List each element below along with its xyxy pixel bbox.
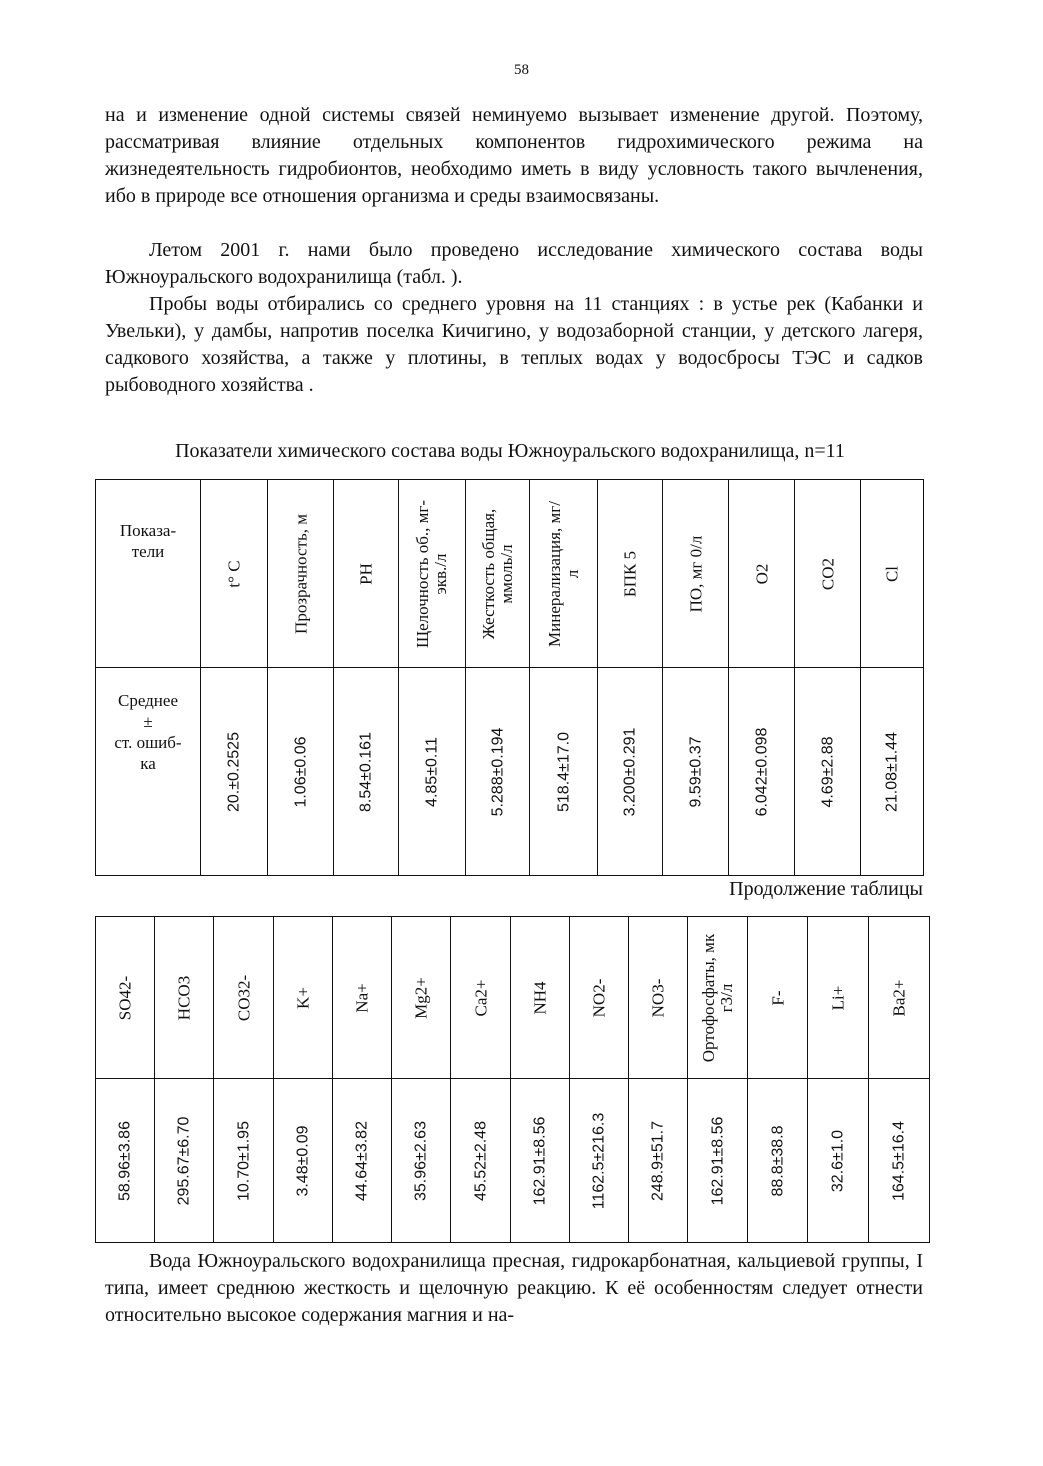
column-header-label-wrap	[546, 499, 582, 649]
value-header-line: Среднее	[118, 691, 178, 710]
value-cell	[333, 1079, 392, 1243]
column-header-label: K+	[293, 986, 313, 1009]
value-cell	[334, 668, 399, 876]
value-cell	[268, 668, 334, 876]
value-text: 20.±0.2525	[225, 731, 243, 812]
column-header	[861, 480, 924, 668]
value-header-line: ка	[140, 754, 156, 773]
value-cell	[688, 1079, 748, 1243]
value-text: 248.9±51.7	[649, 1120, 667, 1201]
value-cell	[274, 1079, 333, 1243]
value-text: 4.69±2.88	[819, 735, 836, 808]
column-header	[451, 917, 511, 1079]
value-text: 45.52±2.48	[472, 1120, 489, 1201]
column-header-label: SO42-	[115, 975, 135, 1020]
value-text: 35.96±2.63	[412, 1120, 430, 1201]
column-header	[688, 917, 748, 1079]
column-header-label: F-	[768, 989, 787, 1006]
value-cell	[511, 1079, 570, 1243]
column-header	[629, 917, 688, 1079]
column-header	[729, 480, 795, 668]
chemistry-table-main	[95, 479, 924, 876]
column-header-label: Щелочность об., мг-экв./л	[413, 499, 450, 648]
paragraph-intro: на и изменение одной системы связей неминуемо вызывает изменение другой. Поэтому, рассматривая влияние отдельных компонентов гидрохимического режима на жизнедеятельность гидробионтов, необходимо иметь в виду условность такого вычленения, ибо в природе все отношения организма и среды взаимосвязаны.	[105, 104, 923, 207]
row-header-line: тели	[131, 542, 165, 561]
continuation-label: Продолжение таблицы	[729, 878, 923, 900]
value-text: 518.4±17.0	[555, 731, 572, 812]
column-header	[201, 480, 268, 668]
value-cell	[201, 668, 268, 876]
value-text: 3.48±0.09	[294, 1124, 312, 1197]
value-cell	[629, 1079, 688, 1243]
value-cell	[570, 1079, 629, 1243]
column-header-label: Na+	[352, 982, 372, 1013]
value-text: 21.08±1.44	[883, 731, 901, 812]
column-header-label: Жесткость общая, ммоль/л	[478, 508, 516, 639]
value-text: 3.200±0.291	[621, 727, 639, 816]
column-header	[598, 480, 663, 668]
value-cell	[392, 1079, 451, 1243]
column-header	[333, 917, 392, 1079]
column-header-label: Минерализация, мг/л	[544, 500, 582, 647]
column-header	[869, 917, 930, 1079]
column-header-label: PH	[356, 562, 376, 585]
column-header	[530, 480, 598, 668]
value-text: 44.64±3.82	[353, 1120, 371, 1201]
column-header-label: O2	[752, 563, 771, 584]
column-header	[795, 480, 861, 668]
value-cell	[729, 668, 795, 876]
value-text: 4.85±0.11	[423, 736, 441, 807]
column-header	[334, 480, 399, 668]
value-cell	[808, 1079, 869, 1243]
column-header-label: CO32-	[234, 974, 253, 1021]
value-header-line: ст. ошиб-	[114, 733, 182, 752]
column-header-label-wrap	[700, 928, 736, 1068]
column-header-label-wrap	[480, 499, 516, 649]
value-cell	[96, 1079, 155, 1243]
column-header-label: Прозрачность, м	[291, 513, 310, 634]
column-header-label: Cl	[882, 565, 902, 582]
row-header-cell	[96, 480, 201, 668]
value-header-cell	[96, 668, 201, 876]
page-number: 58	[514, 62, 529, 78]
value-cell	[869, 1079, 930, 1243]
value-cell	[861, 668, 924, 876]
column-header	[392, 917, 451, 1079]
column-header	[268, 480, 334, 668]
row-header-line: Показа-	[119, 521, 177, 540]
column-header-label: NH4	[530, 980, 550, 1015]
value-cell	[598, 668, 663, 876]
column-header	[663, 480, 729, 668]
value-cell	[155, 1079, 214, 1243]
chemistry-table-continued	[95, 916, 930, 1243]
value-text: 1.06±0.06	[292, 735, 309, 808]
column-header	[274, 917, 333, 1079]
column-header	[570, 917, 629, 1079]
value-header-line: ±	[143, 712, 153, 731]
column-header	[214, 917, 274, 1079]
value-cell	[451, 1079, 511, 1243]
column-header-label: Ba2+	[889, 979, 909, 1016]
paragraph-sampling: Пробы воды отбирались со среднего уровня на 11 станциях : в устье рек (Кабанки и Увельки), у дамбы, напротив поселка Кичигино, у водозаборной станции, у детского лагеря, садкового хозяйства, а также у плотины, в теплых водах у водосбросы ТЭС и садков рыбоводного хозяйства .	[105, 293, 923, 396]
column-header-label: ПО, мг 0/л	[686, 535, 705, 612]
value-cell	[663, 668, 729, 876]
paragraph-study: Летом 2001 г. нами было проведено исследование химического состава воды Южноуральского водохранилища (табл. ).	[105, 239, 923, 288]
column-header-label: Mg2+	[411, 976, 431, 1019]
value-text: 162.91±8.56	[531, 1116, 549, 1205]
column-header	[399, 480, 466, 668]
value-text: 88.8±38.8	[769, 1124, 786, 1197]
value-text: 9.59±0.37	[687, 735, 704, 808]
value-text: 5.288±0.194	[489, 727, 506, 816]
value-text: 6.042±0.098	[753, 727, 770, 816]
value-text: 58.96±3.86	[116, 1120, 134, 1201]
column-header-label: NO2-	[589, 978, 609, 1017]
column-header	[155, 917, 214, 1079]
column-header-label: БПК 5	[620, 550, 640, 597]
value-text: 10.70±1.95	[235, 1120, 252, 1201]
value-text: 1162.5±216.3	[590, 1112, 608, 1209]
value-text: 295.67±6.70	[175, 1116, 193, 1205]
value-text: 32.6±1.0	[829, 1129, 847, 1192]
value-cell	[399, 668, 466, 876]
column-header-label: HCO3	[174, 975, 194, 1020]
column-header-label-wrap	[414, 499, 450, 649]
value-cell	[214, 1079, 274, 1243]
value-cell	[466, 668, 530, 876]
value-cell	[748, 1079, 808, 1243]
column-header-label: CO2	[818, 557, 837, 590]
column-header-label: NO3-	[648, 978, 668, 1017]
value-text: 164.5±16.4	[890, 1120, 908, 1201]
value-text: 8.54±0.161	[357, 731, 375, 812]
value-cell	[795, 668, 861, 876]
value-cell	[530, 668, 598, 876]
column-header-label: Ортофосфаты, мк г3/л	[698, 933, 736, 1062]
column-header-label: Li+	[828, 985, 848, 1010]
column-header-label: Ca2+	[471, 979, 490, 1016]
column-header	[748, 917, 808, 1079]
column-header	[96, 917, 155, 1079]
column-header	[511, 917, 570, 1079]
paragraph-conclusion: Вода Южноуральского водохранилища пресная, гидрокарбонатная, кальциевой группы, I типа, имеет среднюю жесткость и щелочную реакцию. К её особенностям следует отнести относительно высокое содержания магния и на-	[105, 1250, 923, 1326]
column-header	[466, 480, 530, 668]
value-text: 162.91±8.56	[709, 1116, 726, 1205]
column-header	[808, 917, 869, 1079]
table-caption: Показатели химического состава воды Южноуральского водохранилища, n=11	[175, 440, 845, 462]
column-header-label: t° C	[224, 559, 244, 588]
